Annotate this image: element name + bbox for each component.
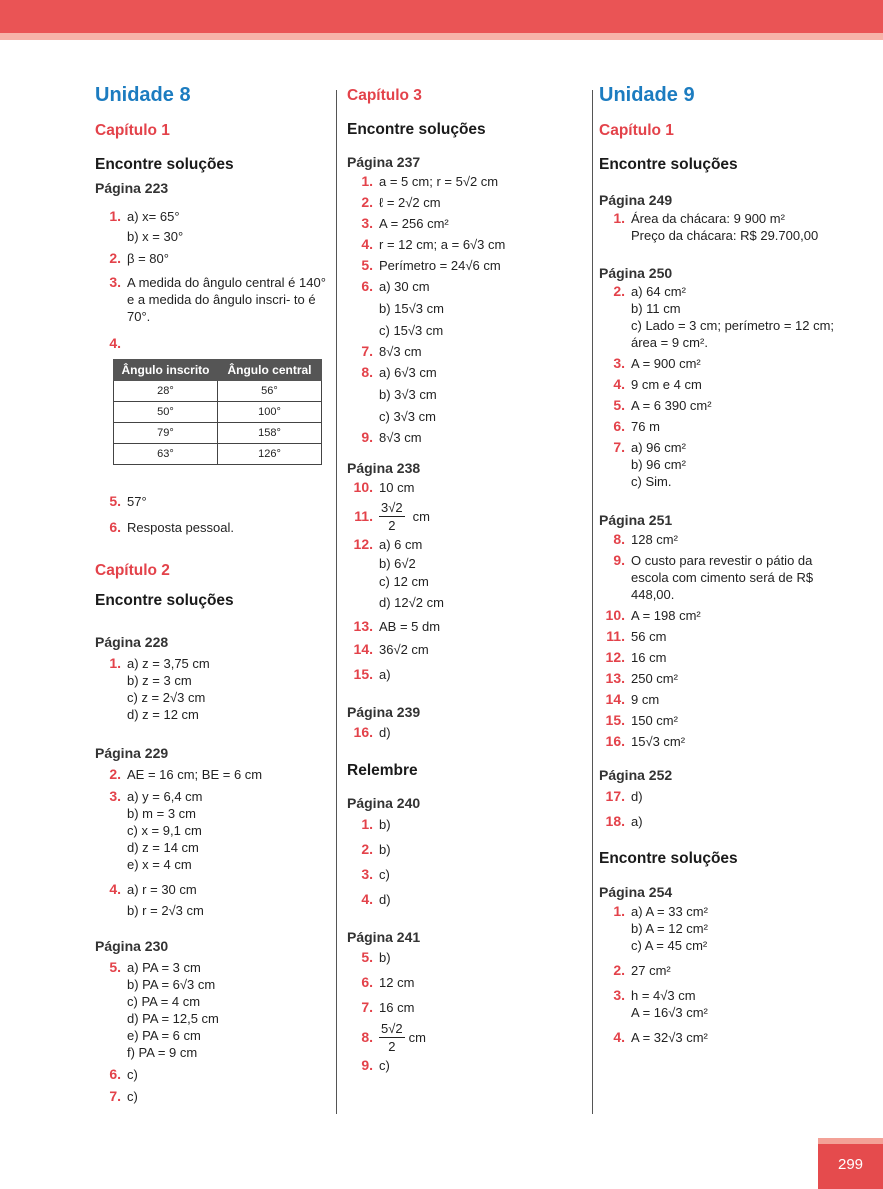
column-3 [599, 84, 849, 1046]
answer-item: 16. 15√3 cm² [605, 733, 686, 749]
answer-item: 10. A = 198 cm² [605, 607, 701, 623]
fraction: 3√2 2 [381, 500, 403, 533]
answer-item: 7. a) 96 cm² b) 96 cm² c) Sim. [613, 439, 686, 489]
answer-item: 5. 57° [109, 493, 147, 509]
answer-item: 8. a) 6√3 cm b) 3√3 cm c) 3√3 cm [361, 364, 437, 424]
answer-item: 4. d) [361, 891, 391, 907]
table-header: Ângulo inscrito [114, 360, 218, 381]
answer-item: 5. A = 6 390 cm² [613, 397, 712, 413]
answer-item: 15. 150 cm² [605, 712, 678, 728]
answer-item: 7. 16 cm [361, 999, 415, 1015]
page-heading: Página 230 [95, 938, 169, 954]
answer-item: 2. β = 80° [109, 250, 169, 266]
page-heading: Página 228 [95, 634, 169, 650]
page-heading: Página 239 [347, 704, 421, 720]
answer-item: 5. b) [361, 949, 391, 965]
page-heading: Página 254 [599, 884, 673, 900]
answer-item: 3. h = 4√3 cm A = 16√3 cm² [613, 987, 708, 1020]
page-heading: Página 229 [95, 745, 169, 761]
top-banner [0, 0, 883, 33]
answer-item: 2. 27 cm² [613, 962, 671, 978]
answer-item: 3. A = 256 cm² [361, 215, 449, 231]
section-title: Encontre soluções [95, 156, 234, 173]
answer-item: 13. 250 cm² [605, 670, 678, 686]
answer-item: 8. 5√2 2 cm [361, 1021, 426, 1054]
page-heading: Página 240 [347, 795, 421, 811]
answer-item: 3. A medida do ângulo central é 140° e a medida do ângulo inscri- to é 70°. [109, 274, 326, 324]
answer-item: 1. a) A = 33 cm² b) A = 12 cm² c) A = 45 cm² [613, 903, 708, 953]
answer-item: 11. 56 cm [606, 628, 667, 644]
answer-item: 9. c) [361, 1057, 390, 1073]
chapter-title: Capítulo 1 [599, 122, 674, 139]
table-row: 28° 56° [114, 381, 322, 402]
page-heading: Página 237 [347, 154, 421, 170]
answer-item: 3. A = 900 cm² [613, 355, 701, 371]
page-heading: Página 249 [599, 192, 673, 208]
table-row: 79° 158° [114, 423, 322, 444]
unit-title: Unidade 9 [599, 84, 695, 106]
page-heading: Página 241 [347, 929, 421, 945]
chapter-title: Capítulo 2 [95, 562, 170, 579]
column-divider [336, 90, 337, 1114]
answer-item: 6. Resposta pessoal. [109, 519, 234, 535]
answer-item: 13. AB = 5 dm [353, 618, 441, 634]
page-number-tab [818, 1138, 883, 1189]
table-header: Ângulo central [218, 360, 322, 381]
answer-item: 12. 16 cm [605, 649, 667, 665]
fraction: 5√2 2 [381, 1021, 403, 1054]
page-heading: Página 252 [599, 767, 673, 783]
answer-item: 18. a) [605, 813, 643, 829]
answer-item: 4. a) r = 30 cm b) r = 2√3 cm [109, 881, 204, 918]
answer-item: 6. a) 30 cm b) 15√3 cm c) 15√3 cm [361, 278, 444, 338]
chapter-title: Capítulo 1 [95, 122, 170, 139]
answer-item: 6. 76 m [613, 418, 660, 434]
answer-item: 14. 9 cm [605, 691, 660, 707]
column-2 [347, 84, 582, 1074]
answer-item: 7. c) [109, 1088, 138, 1104]
answer-item: 9. O custo para revestir o pátio da escola com cimento será de R$ 448,00. [613, 552, 814, 602]
angles-table [113, 359, 322, 465]
answer-item: 10. 10 cm [353, 479, 415, 495]
answer-item: 1. b) [361, 816, 391, 832]
page-heading: Página 238 [347, 460, 421, 476]
answer-item: 16. d) [353, 724, 391, 740]
answer-item: 14. 36√2 cm [353, 641, 429, 657]
table-row: 63° 126° [114, 444, 322, 465]
top-banner-stripe [0, 33, 883, 40]
column-divider [592, 90, 593, 1114]
section-title: Encontre soluções [95, 592, 234, 609]
answer-item: 1. Área da chácara: 9 900 m² Preço da chácara: R$ 29.700,00 [613, 210, 819, 243]
answer-item: 12. a) 6 cm b) 6√2 c) 12 cm d) 12√2 cm [353, 536, 444, 610]
answer-item: 5. Perímetro = 24√6 cm [361, 257, 501, 273]
page-number: 299 [837, 1156, 864, 1173]
answer-item: 4. A = 32√3 cm² [613, 1029, 708, 1045]
answer-item: 11. 3√2 2 cm [354, 500, 430, 533]
answer-item: 1. a) x= 65° b) x = 30° [109, 208, 184, 244]
answer-item: 9. 8√3 cm [361, 429, 422, 445]
chapter-title: Capítulo 3 [347, 87, 422, 104]
page-heading: Página 250 [599, 265, 673, 281]
answer-item: 15. a) [353, 666, 391, 682]
answer-item: 7. 8√3 cm [361, 343, 422, 359]
page-heading: Página 251 [599, 512, 673, 528]
answer-item: 8. 128 cm² [613, 531, 678, 547]
answer-item: 2. b) [361, 841, 391, 857]
answer-item: 6. c) [109, 1066, 138, 1082]
section-title: Relembre [347, 762, 418, 779]
table-row: 50° 100° [114, 402, 322, 423]
answer-item: 2. AE = 16 cm; BE = 6 cm [109, 766, 263, 782]
section-title: Encontre soluções [599, 850, 738, 867]
answer-item: 1. a = 5 cm; r = 5√2 cm [361, 173, 499, 189]
section-title: Encontre soluções [347, 121, 486, 138]
answer-item: 6. 12 cm [361, 974, 415, 990]
answer-item: 2. ℓ = 2√2 cm [361, 194, 441, 210]
unit-title: Unidade 8 [95, 84, 191, 106]
answer-item: 4. [109, 335, 121, 351]
answer-item: 3. c) [361, 866, 390, 882]
answer-item: 4. 9 cm e 4 cm [613, 376, 702, 392]
answer-item: 4. r = 12 cm; a = 6√3 cm [361, 236, 506, 252]
answer-item: 5. a) PA = 3 cm b) PA = 6√3 cm c) PA = 4 cm d) PA = 12,5 cm e) PA = 6 cm f) PA = 9 cm [109, 959, 219, 1060]
section-title: Encontre soluções [599, 156, 738, 173]
answer-item: 2. a) 64 cm² b) 11 cm c) Lado = 3 cm; perímetro = 12 cm; área = 9 cm². [613, 283, 835, 350]
answer-item: 3. a) y = 6,4 cm b) m = 3 cm c) x = 9,1 cm d) z = 14 cm e) x = 4 cm [109, 788, 203, 872]
column-1 [95, 84, 327, 1105]
answer-item: 1. a) z = 3,75 cm b) z = 3 cm c) z = 2√3 cm d) z = 12 cm [109, 655, 210, 722]
page-heading: Página 223 [95, 180, 169, 196]
answer-item: 17. d) [605, 788, 643, 804]
